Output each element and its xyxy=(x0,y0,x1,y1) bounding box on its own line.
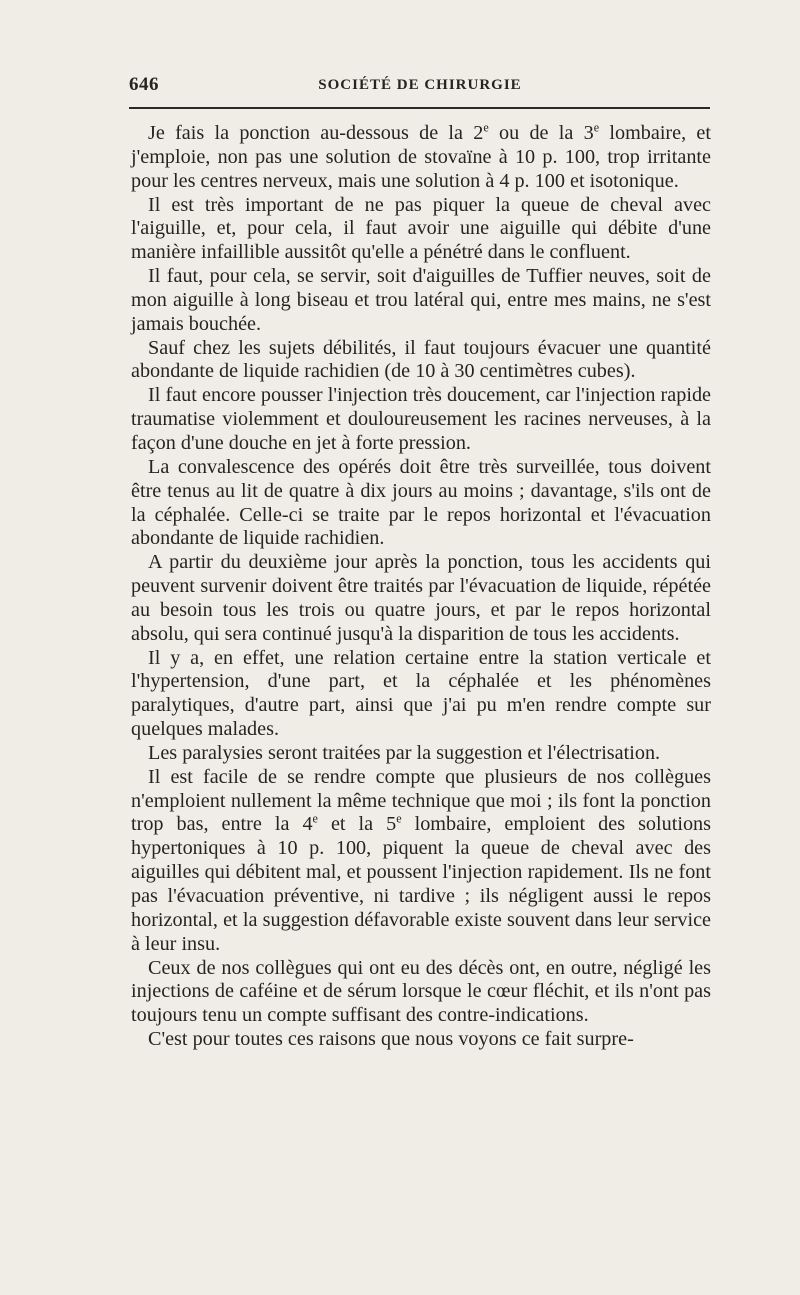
paragraph: C'est pour toutes ces raisons que nous voyons ce fait surpre- xyxy=(148,1028,634,1051)
body-text xyxy=(131,122,711,1052)
paragraph: Il y a, en effet, une relation certaine entre la station verticale et l'hypertension, d'une part, et la céphalée et les phénomènes paralytiques, d'autre part, ainsi que j'ai pu m'en rendre compte sur quelques malades. xyxy=(131,646,711,741)
paragraph: Il faut encore pousser l'injection très doucement, car l'injection rapide traumatise violemment et douloureusement les racines nerveuses, à la façon d'une douche en jet à forte pression. xyxy=(131,384,711,454)
paragraph: Sauf chez les sujets débilités, il faut toujours évacuer une quantité abondante de liquide rachidien (de 10 à 30 centimètres cubes). xyxy=(131,336,711,383)
paragraph: La convalescence des opérés doit être très surveillée, tous doivent être tenus au lit de quatre à dix jours au moins ; davantage, s'ils ont de la céphalée. Celle-ci se traite par le repos horizontal et l'évacuation abondante de liquide rachidien. xyxy=(131,455,711,550)
paragraph: A partir du deuxième jour après la ponction, tous les accidents qui peuvent survenir doivent être traités par l'évacuation de liquide, répétée au besoin tous les trois ou quatre jours, et par le repos horizontal absolu, qui sera continué jusqu'à la disparition de tous les accidents. xyxy=(131,551,711,645)
paragraph: Les paralysies seront traitées par la suggestion et l'électrisation. xyxy=(148,741,661,764)
paragraph: Il est très important de ne pas piquer la queue de cheval avec l'aiguille, et, pour cela, il faut avoir une aiguille qui débite d'une manière infaillible aussitôt qu'elle a pénétré dans le confluent. xyxy=(131,193,711,264)
paragraph: Ceux de nos collègues qui ont eu des décès ont, en outre, négligé les injections de caféine et de sérum lorsque le cœur fléchit, et ils n'ont pas toujours tenu un compte suffisant des contre-indications. xyxy=(131,956,711,1027)
header-rule xyxy=(129,107,710,109)
paragraph: Il est facile de se rendre compte que plusieurs de nos collègues n'emploient nullement la même technique que moi ; ils font la ponction trop bas, entre la 4e et la 5e lombaire, emploient des solutions hypertoniques à 10 p. 100, piquent la queue de cheval avec des aiguilles qui débitent mal, et poussent l'injection rapidement. Ils ne font pas l'évacuation préventive, ni tardive ; ils négligent aussi le repos horizontal, et la suggestion défavorable existe souvent dans leur service à leur insu. xyxy=(131,765,711,955)
paragraph: Il faut, pour cela, se servir, soit d'aiguilles de Tuffier neuves, soit de mon aiguille à long biseau et trou latéral qui, entre mes mains, ne s'est jamais bouchée. xyxy=(131,265,711,335)
page-number: 646 xyxy=(129,74,159,95)
running-title: SOCIÉTÉ DE CHIRURGIE xyxy=(318,77,522,93)
paragraph: Je fais la ponction au-dessous de la 2e ou de la 3e lombaire, et j'emploie, non pas une solution de stovaïne à 10 p. 100, trop irritante pour les centres nerveux, mais une solution à 4 p. 100 et isotonique. xyxy=(131,120,711,192)
